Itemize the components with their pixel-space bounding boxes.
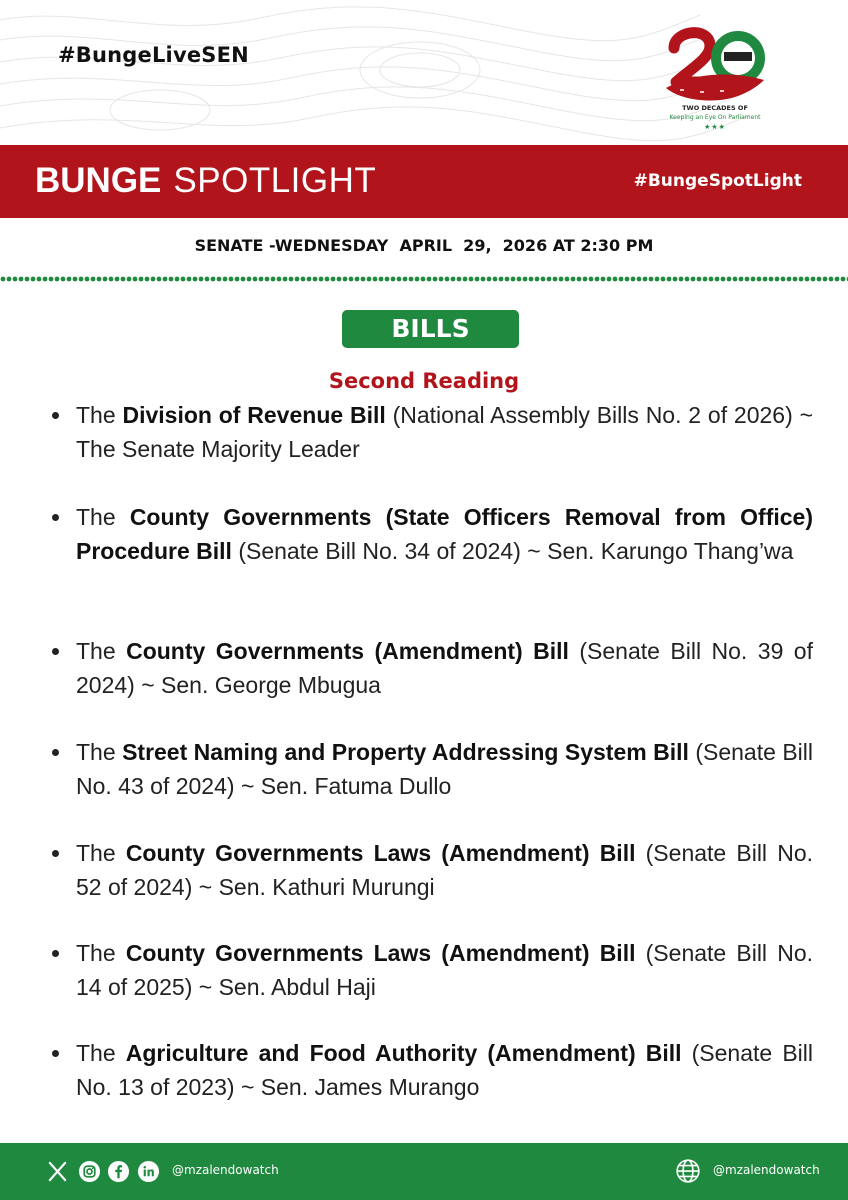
bill-details: (Senate Bill No. 14 of 2025) ~ Sen. Abdul Haji xyxy=(76,940,813,1000)
logo-caption-line2: Keeping an Eye On Parliament xyxy=(669,114,761,121)
bill-item xyxy=(76,634,813,702)
banner-title-bold: BUNGE xyxy=(35,161,162,200)
bill-name: County Governments Laws (Amendment) Bill xyxy=(125,940,636,966)
bill-details: (National Assembly Bills No. 2 of 2026) ~ The Senate Majority Leader xyxy=(76,402,813,462)
bill-prefix: The xyxy=(76,402,123,428)
bill-details: (Senate Bill No. 34 of 2024) ~ Sen. Karungo Thang’wa xyxy=(231,538,794,564)
globe-icon[interactable] xyxy=(675,1158,701,1184)
banner-hashtag: #BungeSpotLight xyxy=(633,171,802,191)
bill-item xyxy=(76,1036,813,1104)
banner-title xyxy=(35,161,376,201)
banner-title-light: SPOTLIGHT xyxy=(173,161,377,200)
bill-prefix: The xyxy=(76,504,130,530)
website-handle[interactable]: @mzalendowatch xyxy=(713,1163,820,1177)
linkedin-icon[interactable] xyxy=(137,1160,160,1183)
bill-item xyxy=(76,836,813,904)
bill-prefix: The xyxy=(76,940,126,966)
bill-prefix: The xyxy=(76,638,127,664)
header-area xyxy=(0,0,848,145)
spotlight-banner xyxy=(0,145,848,218)
decorative-divider xyxy=(0,276,848,282)
bill-name: Division of Revenue Bill xyxy=(122,402,386,428)
bill-name: County Governments (Amendment) Bill xyxy=(126,638,569,664)
x-icon[interactable] xyxy=(46,1160,69,1183)
social-handle[interactable]: @mzalendowatch xyxy=(172,1163,279,1177)
bill-item xyxy=(76,936,813,1004)
bill-prefix: The xyxy=(76,1040,126,1066)
bills-section-label: BILLS xyxy=(342,310,519,348)
bill-details: (Senate Bill No. 43 of 2024) ~ Sen. Fatuma Dullo xyxy=(76,739,813,799)
header-hashtag: #BungeLiveSEN xyxy=(58,43,249,67)
session-date: SENATE -WEDNESDAY APRIL 29, 2026 AT 2:30 PM xyxy=(194,236,654,255)
logo-stars: ★★★ xyxy=(704,123,726,131)
bill-prefix: The xyxy=(76,739,123,765)
bill-details: (Senate Bill No. 39 of 2024) ~ Sen. George Mbugua xyxy=(76,638,813,698)
second-reading-heading: Second Reading xyxy=(328,369,520,393)
logo-caption-line1: TWO DECADES OF xyxy=(682,104,748,112)
instagram-icon[interactable] xyxy=(78,1160,101,1183)
bill-name: County Governments (State Officers Removal from Office) Procedure Bill xyxy=(76,504,813,564)
bill-item xyxy=(76,735,813,803)
footer-bar xyxy=(0,1143,848,1200)
bill-name: County Governments Laws (Amendment) Bill xyxy=(125,840,636,866)
bill-item xyxy=(76,500,813,568)
bill-details: (Senate Bill No. 52 of 2024) ~ Sen. Kathuri Murungi xyxy=(76,840,813,900)
twenty-years-logo xyxy=(660,18,770,136)
bill-name: Street Naming and Property Addressing System Bill xyxy=(122,739,689,765)
bill-details: (Senate Bill No. 13 of 2023) ~ Sen. James Murango xyxy=(76,1040,813,1100)
bill-name: Agriculture and Food Authority (Amendment) Bill xyxy=(125,1040,682,1066)
logo-emblem xyxy=(660,18,770,108)
bill-prefix: The xyxy=(76,840,126,866)
bill-item xyxy=(76,398,813,466)
facebook-icon[interactable] xyxy=(107,1160,130,1183)
